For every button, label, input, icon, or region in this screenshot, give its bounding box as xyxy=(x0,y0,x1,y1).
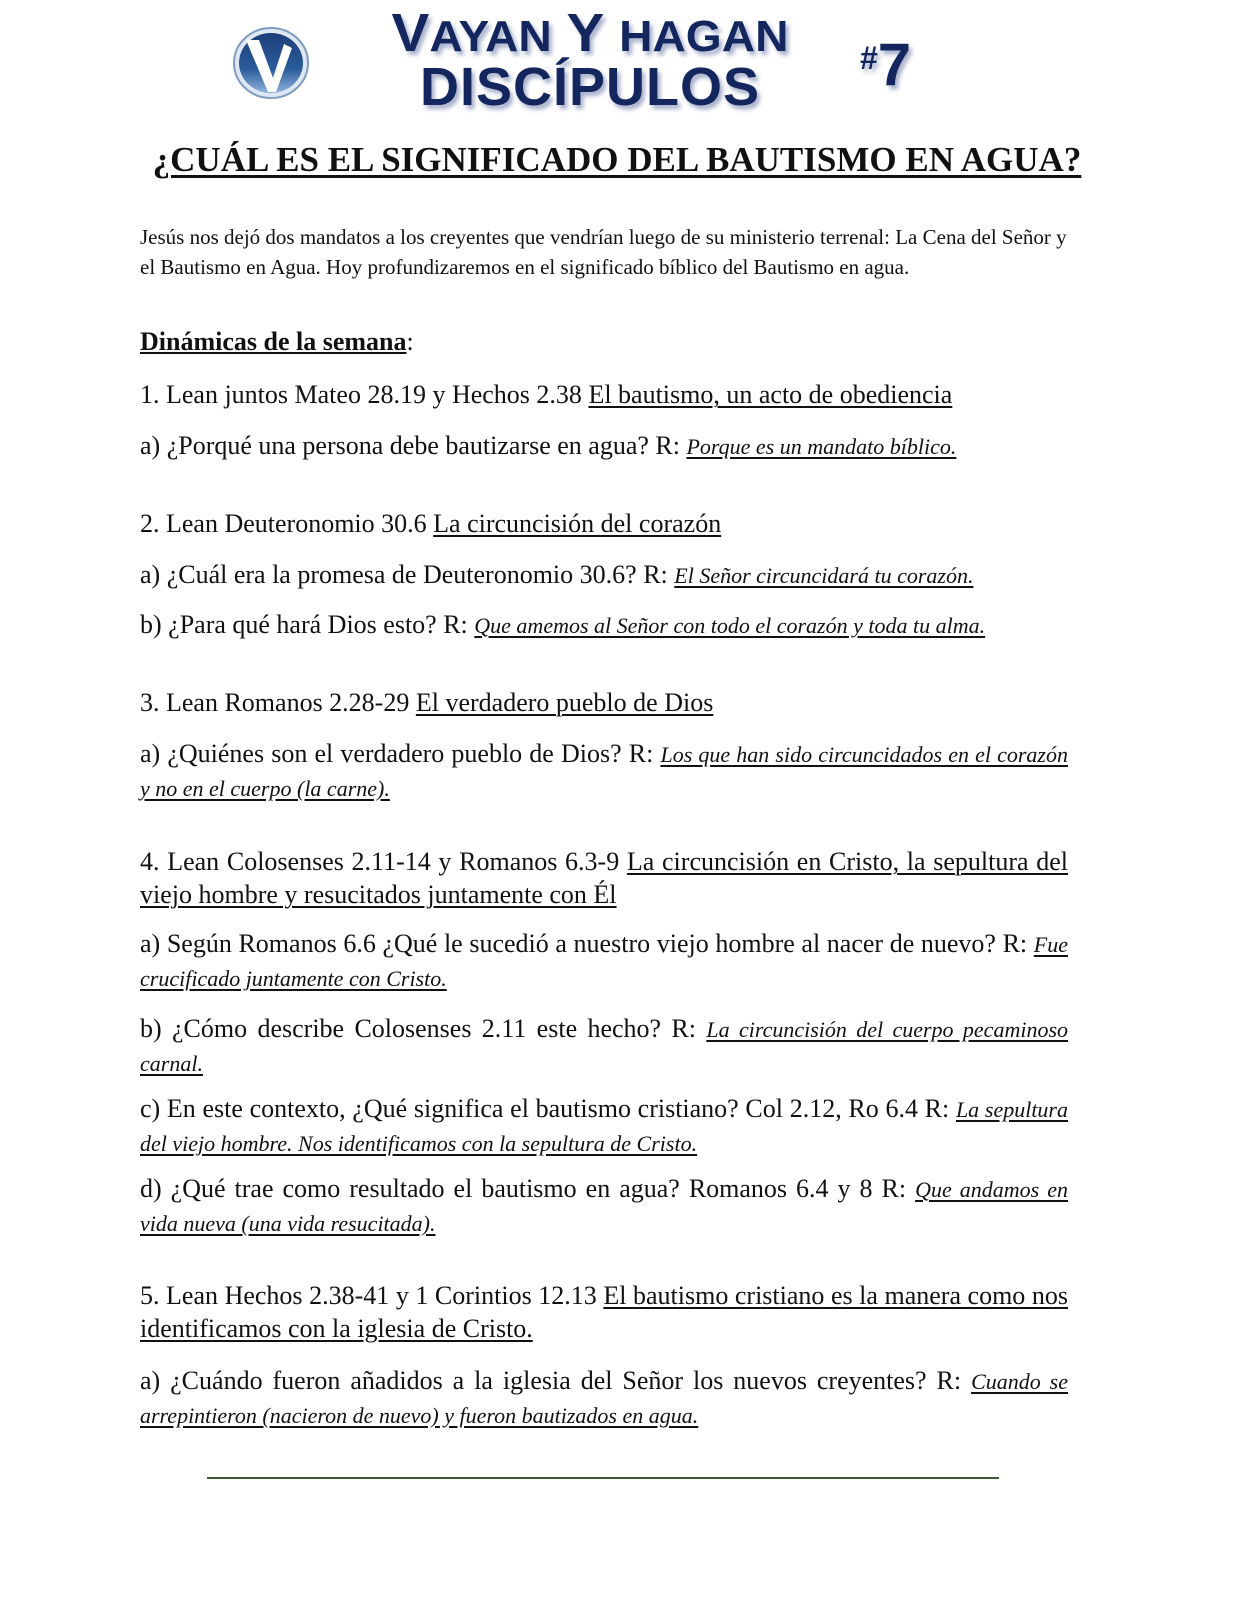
section-5-question-a: a) ¿Cuándo fueron añadidos a la iglesia del Señor los nuevos creyentes? R: Cuando se arrepintieron (nacieron de nuevo) y fueron bautizados en agua. xyxy=(140,1366,1069,1428)
section-3-heading: 3. Lean Romanos 2.28-29 El verdadero pueblo de Dios xyxy=(140,688,714,717)
dynamics-heading: Dinámicas de la semana: xyxy=(140,327,414,356)
section-3-question-a: a) ¿Quiénes son el verdadero pueblo de Dios? R: Los que han sido circuncidados en el corazón y no en el cuerpo (la carne). xyxy=(140,739,1068,801)
section-2-heading: 2. Lean Deuteronomio 30.6 La circuncisión del corazón xyxy=(140,509,722,538)
section-4-heading: 4. Lean Colosenses 2.11-14 y Romanos 6.3-9 La circuncisión en Cristo, la sepultura del viejo hombre y resucitados juntamente con Él xyxy=(140,847,1068,909)
section-4-question-d: d) ¿Qué trae como resultado el bautismo en agua? Romanos 6.4 y 8 R: Que andamos en vida nueva (una vida resucitada). xyxy=(140,1174,1068,1236)
section-2-question-b: b) ¿Para qué hará Dios esto? R: Que amemos al Señor con todo el corazón y toda tu alma. xyxy=(140,610,986,639)
section-5-heading: 5. Lean Hechos 2.38-41 y 1 Corintios 12.13 El bautismo cristiano es la manera como nos identificamos con la iglesia de Cristo. xyxy=(140,1281,1068,1343)
section-1-question-a: a) ¿Porqué una persona debe bautizarse en agua? R: Porque es un mandato bíblico. xyxy=(140,431,957,460)
section-1-heading: 1. Lean juntos Mateo 28.19 y Hechos 2.38 El bautismo, un acto de obediencia xyxy=(140,380,953,409)
header xyxy=(0,0,1234,125)
section-4-question-a: a) Según Romanos 6.6 ¿Qué le sucedió a nuestro viejo hombre al nacer de nuevo? R: Fue crucificado juntamente con Cristo. xyxy=(140,929,1068,991)
v-circle-logo-icon xyxy=(232,26,310,100)
section-4-question-b: b) ¿Cómo describe Colosenses 2.11 este hecho? R: La circuncisión del cuerpo pecaminoso carnal. xyxy=(140,1014,1069,1076)
page-title: ¿CUÁL ES EL SIGNIFICADO DEL BAUTISMO EN AGUA? xyxy=(152,140,1082,179)
brand-wordmark: VAYAN Y HAGAN DISCÍPULOS xyxy=(391,3,789,117)
lesson-number: #7 xyxy=(860,31,912,98)
bottom-divider xyxy=(207,1477,999,1479)
section-2-question-a: a) ¿Cuál era la promesa de Deuteronomio 30.6? R: El Señor circuncidará tu corazón. xyxy=(140,560,974,589)
intro-paragraph: Jesús nos dejó dos mandatos a los creyentes que vendrían luego de su ministerio terrenal: La Cena del Señor y el Bautismo en Agua. Hoy profundizaremos en el significado bíblico del Bautismo en agua. xyxy=(140,225,1067,279)
section-4-question-c: c) En este contexto, ¿Qué significa el bautismo cristiano? Col 2.12, Ro 6.4 R: La sepultura del viejo hombre. Nos identificamos con la sepultura de Cristo. xyxy=(140,1094,1068,1156)
